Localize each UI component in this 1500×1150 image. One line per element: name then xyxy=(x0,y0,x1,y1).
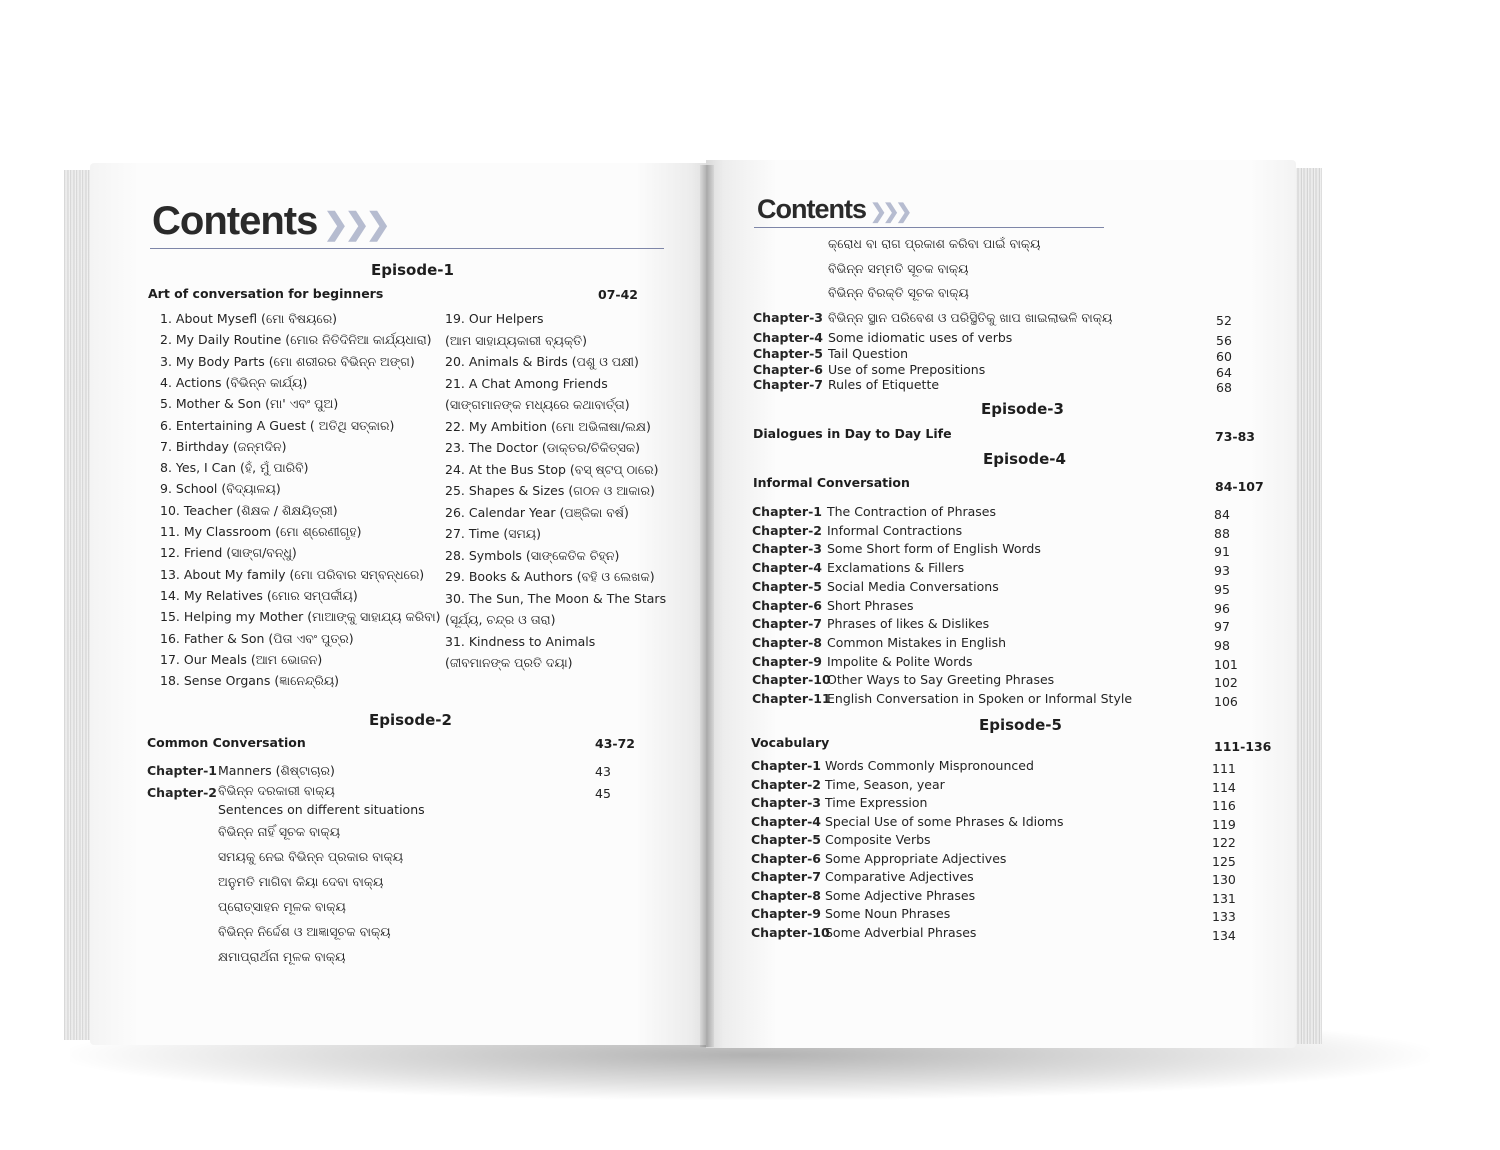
right-page xyxy=(706,160,1296,1048)
toc-item: (ସାଙ୍ଗମାନଙ୍କ ମଧ୍ୟରେ କଥାବାର୍ତ୍ତା) xyxy=(445,397,630,412)
toc-item: 2. My Daily Routine (ମୋର ନିତିଦିନିଆ କାର୍ଯ୍ୟଧାରା) xyxy=(160,332,432,348)
chapter-page: 116 xyxy=(1212,798,1236,813)
ep2-chapter2-label: Chapter-2 xyxy=(147,785,217,800)
toc-item: 19. Our Helpers xyxy=(445,311,544,326)
chapter-page: 106 xyxy=(1214,694,1238,709)
episode1-range: 07-42 xyxy=(598,287,638,302)
toc-item: 13. About My family (ମୋ ପରିବାର ସମ୍ବନ୍ଧରେ) xyxy=(160,566,425,582)
chapter-page: 52 xyxy=(1216,313,1232,328)
chapter-label: Chapter-2 xyxy=(751,776,821,792)
chapter-title: Some Noun Phrases xyxy=(825,906,951,921)
episode3-range: 73-83 xyxy=(1215,429,1255,444)
toc-item: 11. My Classroom (ମୋ ଶ୍ରେଣୀଗୃହ) xyxy=(160,524,362,539)
toc-item: 24. At the Bus Stop (ବସ୍ ଷ୍ଟପ୍ ଠାରେ) xyxy=(445,461,659,477)
chapter-page: 93 xyxy=(1214,563,1230,579)
chapter-page: 56 xyxy=(1216,333,1232,348)
right-contents-title: Contents ❯❯❯ xyxy=(757,194,909,224)
episode1-heading: Episode-1 xyxy=(371,261,454,279)
chapter-page: 133 xyxy=(1212,909,1236,924)
toc-item: 3. My Body Parts (ମୋ ଶରୀରର ବିଭିନ୍ନ ଅଙ୍ଗ) xyxy=(160,353,415,369)
chapter-page: 111 xyxy=(1212,761,1236,776)
chapter-title: Composite Verbs xyxy=(825,832,931,847)
chapter-title: Some Adjective Phrases xyxy=(825,887,976,903)
right-title-rule xyxy=(754,227,1104,228)
left-page xyxy=(90,163,710,1045)
chapter-page: 60 xyxy=(1216,349,1232,364)
chapter-label: Chapter-9 xyxy=(752,653,822,669)
chapter-title: Special Use of some Phrases & Idioms xyxy=(825,813,1064,829)
episode5-range: 111-136 xyxy=(1214,739,1272,754)
toc-item: 21. A Chat Among Friends xyxy=(445,375,608,391)
toc-item: 10. Teacher (ଶିକ୍ଷକ / ଶିକ୍ଷୟିତ୍ରୀ) xyxy=(160,502,338,518)
toc-item: 16. Father & Son (ପିତା ଏବଂ ପୁତ୍ର) xyxy=(160,630,354,646)
toc-item: 6. Entertaining A Guest ( ଅତିଥି ସତ୍କାର) xyxy=(160,417,395,433)
episode3-heading: Episode-3 xyxy=(981,400,1064,418)
toc-item: 28. Symbols (ସାଙ୍କେତିକ ଚିହ୍ନ) xyxy=(445,547,620,563)
toc-item: 27. Time (ସମୟ) xyxy=(445,526,541,541)
chapter-label: Chapter-3 xyxy=(753,310,823,325)
chevron-icon: ❯❯❯ xyxy=(870,201,909,223)
toc-item: 8. Yes, I Can (ହଁ, ମୁଁ ପାରିବି) xyxy=(160,460,309,476)
chapter-title: Comparative Adjectives xyxy=(825,869,974,884)
chapter-page: 101 xyxy=(1214,656,1238,672)
chapter-label: Chapter-6 xyxy=(752,597,822,613)
chapter-page: 130 xyxy=(1212,872,1236,887)
chapter-label: Chapter-5 xyxy=(753,346,823,361)
toc-item: 31. Kindness to Animals xyxy=(445,633,596,649)
chapter-title: ବିଭିନ୍ନ ସ୍ଥାନ ପରିବେଶ ଓ ପରିସ୍ଥିତିକୁ ଖାପ ଖାଇଲାଭଳି ବାକ୍ୟ xyxy=(828,310,1113,325)
chapter-page: 96 xyxy=(1214,600,1230,616)
chapter-title: Use of some Prepositions xyxy=(828,362,986,377)
ep2-chapter2-page: 45 xyxy=(595,786,611,801)
chapter-title: Tail Question xyxy=(828,346,909,361)
episode5-section: Vocabulary xyxy=(751,735,830,750)
ep2-chapter1-page: 43 xyxy=(595,764,611,779)
chapter-page: 125 xyxy=(1212,853,1236,869)
chapter-label: Chapter-11 xyxy=(752,691,831,706)
chapter-label: Chapter-5 xyxy=(751,832,821,847)
chapter-label: Chapter-4 xyxy=(753,330,823,345)
chapter-title: Other Ways to Say Greeting Phrases xyxy=(827,672,1055,688)
episode2-section: Common Conversation xyxy=(147,735,306,750)
toc-item: 15. Helping my Mother (ମାଆଙ୍କୁ ସାହାଯ୍ୟ କରିବା) xyxy=(160,609,441,625)
chapter-label: Chapter-7 xyxy=(751,869,821,884)
chapter-title: Impolite & Polite Words xyxy=(827,653,973,669)
chapter-label: Chapter-6 xyxy=(753,362,823,377)
ep2-chapter2-title: ବିଭିନ୍ନ ଦରକାରୀ ବାକ୍ୟ xyxy=(218,783,335,798)
toc-subline: କ୍ଷମାପ୍ରାର୍ଥନା ମୂଳକ ବାକ୍ୟ xyxy=(218,949,346,964)
chapter-label: Chapter-8 xyxy=(752,634,822,650)
chapter-label: Chapter-1 xyxy=(752,504,822,519)
toc-subline: ବିଭିନ୍ନ ନିର୍ଦ୍ଦେଶ ଓ ଆଜ୍ଞାସୂଚକ ବାକ୍ୟ xyxy=(218,924,391,939)
toc-item: 30. The Sun, The Moon & The Stars xyxy=(445,590,667,606)
ep2-chapter2-subtitle: Sentences on different situations xyxy=(218,802,425,817)
toc-item: 14. My Relatives (ମୋର ସମ୍ପର୍କୀୟ) xyxy=(160,587,358,603)
toc-item: (ସୂର୍ଯ୍ୟ, ଚନ୍ଦ୍ର ଓ ତାରା) xyxy=(445,612,556,627)
toc-item: 5. Mother & Son (ମା' ଏବଂ ପୁଅ) xyxy=(160,396,339,412)
toc-item: 18. Sense Organs (ଜ୍ଞାନେନ୍ଦ୍ରିୟ) xyxy=(160,673,340,689)
toc-item: 26. Calendar Year (ପଞ୍ଜିକା ବର୍ଷ) xyxy=(445,504,629,520)
chapter-label: Chapter-3 xyxy=(751,795,821,810)
chapter-page: 91 xyxy=(1214,544,1230,560)
toc-subline: ଅନୁମତି ମାଗିବା କିୟା ଦେବା ବାକ୍ୟ xyxy=(218,874,384,889)
toc-subline: ବିଭିନ୍ନ ବିରକ୍ତି ସୂଚକ ବାକ୍ୟ xyxy=(828,285,969,300)
chapter-title: Exclamations & Fillers xyxy=(827,560,965,576)
toc-item: 9. School (ବିଦ୍ୟାଳୟ) xyxy=(160,481,281,497)
toc-item: 17. Our Meals (ଆମ ଭୋଜନ) xyxy=(160,651,323,667)
chapter-label: Chapter-6 xyxy=(751,850,821,866)
chapter-label: Chapter-7 xyxy=(753,377,823,392)
chapter-page: 102 xyxy=(1214,675,1238,691)
chapter-label: Chapter-2 xyxy=(752,522,822,538)
toc-item: 23. The Doctor (ଡାକ୍ତର/ଚିକିତ୍ସକ) xyxy=(445,440,641,455)
book-gutter xyxy=(700,165,714,1047)
episode5-heading: Episode-5 xyxy=(979,716,1062,734)
chapter-page: 88 xyxy=(1214,525,1230,541)
chapter-title: Some idiomatic uses of verbs xyxy=(828,330,1013,345)
chapter-page: 134 xyxy=(1212,927,1236,943)
chapter-label: Chapter-8 xyxy=(751,887,821,903)
chapter-label: Chapter-3 xyxy=(752,541,822,557)
chapter-title: Time, Season, year xyxy=(825,776,945,792)
toc-item: (ଜୀବମାନଙ୍କ ପ୍ରତି ଦୟା) xyxy=(445,655,573,670)
toc-item: (ଆମ ସାହାଯ୍ୟକାରୀ ବ୍ୟକ୍ତି) xyxy=(445,332,587,348)
chevron-icon: ❯❯❯ xyxy=(323,208,387,241)
episode1-section: Art of conversation for beginners xyxy=(148,286,384,301)
chapter-page: 95 xyxy=(1214,581,1230,597)
chapter-page: 84 xyxy=(1214,507,1230,522)
chapter-label: Chapter-9 xyxy=(751,906,821,921)
chapter-title: Informal Contractions xyxy=(827,522,963,538)
chapter-page: 131 xyxy=(1212,890,1236,906)
chapter-label: Chapter-1 xyxy=(751,758,821,773)
chapter-title: Rules of Etiquette xyxy=(828,377,940,392)
chapter-title: The Contraction of Phrases xyxy=(827,504,997,519)
chapter-title: English Conversation in Spoken or Informal Style xyxy=(827,691,1133,706)
chapter-label: Chapter-4 xyxy=(752,560,822,576)
chapter-title: Phrases of likes & Dislikes xyxy=(827,616,990,632)
episode3-section: Dialogues in Day to Day Life xyxy=(753,426,952,441)
chapter-page: 68 xyxy=(1216,380,1232,395)
chapter-label: Chapter-10 xyxy=(752,672,831,688)
toc-item: 29. Books & Authors (ବହି ଓ ଲେଖକ) xyxy=(445,569,655,584)
chapter-title: Some Appropriate Adjectives xyxy=(825,850,1007,866)
toc-subline: ବିଭିନ୍ନ ନାହିଁ ସୂଚକ ବାକ୍ୟ xyxy=(218,824,341,839)
toc-item: 7. Birthday (ଜନ୍ମଦିନ) xyxy=(160,438,287,454)
chapter-label: Chapter-5 xyxy=(752,578,822,594)
toc-item: 1. About Mysefl (ମୋ ବିଷୟରେ) xyxy=(160,311,338,326)
toc-subline: ସମୟକୁ ନେଇ ବିଭିନ୍ନ ପ୍ରକାର ବାକ୍ୟ xyxy=(218,849,404,864)
chapter-label: Chapter-7 xyxy=(752,616,822,632)
episode4-heading: Episode-4 xyxy=(983,450,1066,468)
chapter-label: Chapter-4 xyxy=(751,813,821,829)
episode2-range: 43-72 xyxy=(595,736,635,751)
episode4-range: 84-107 xyxy=(1215,479,1264,494)
chapter-title: Common Mistakes in English xyxy=(827,634,1007,650)
chapter-page: 122 xyxy=(1212,835,1236,850)
toc-subline: କ୍ରୋଧ ବା ରାଗ ପ୍ରକାଶ କରିବା ପାଇଁ ବାକ୍ୟ xyxy=(828,236,1041,251)
toc-subline: ପ୍ରୋତ୍ସାହନ ମୂଳକ ବାକ୍ୟ xyxy=(218,899,346,914)
toc-item: 25. Shapes & Sizes (ଗଠନ ଓ ଆକାର) xyxy=(445,483,655,498)
chapter-label: Chapter-10 xyxy=(751,924,830,940)
chapter-title: Words Commonly Mispronounced xyxy=(825,758,1034,773)
chapter-title: Some Short form of English Words xyxy=(827,541,1041,557)
left-title-rule xyxy=(150,248,664,249)
toc-item: 22. My Ambition (ମୋ ଅଭିଳାଷା/ଲକ୍ଷ) xyxy=(445,418,651,434)
left-contents-title: Contents ❯❯❯ xyxy=(152,199,387,243)
chapter-page: 98 xyxy=(1214,637,1230,653)
ep2-chapter1-label: Chapter-1 xyxy=(147,763,217,778)
chapter-page: 119 xyxy=(1212,816,1236,832)
toc-subline: ବିଭିନ୍ନ ସମ୍ମତି ସୂଚକ ବାକ୍ୟ xyxy=(828,260,969,276)
episode4-section: Informal Conversation xyxy=(753,475,910,490)
toc-item: 4. Actions (ବିଭିନ୍ନ କାର୍ଯ୍ୟ) xyxy=(160,374,308,390)
chapter-page: 114 xyxy=(1212,779,1236,795)
episode2-heading: Episode-2 xyxy=(369,711,452,729)
ep2-chapter1-title: Manners (ଶିଷ୍ଟାଚାର) xyxy=(218,763,335,778)
chapter-title: Some Adverbial Phrases xyxy=(825,924,977,940)
toc-item: 20. Animals & Birds (ପଶୁ ଓ ପକ୍ଷୀ) xyxy=(445,354,639,369)
chapter-title: Social Media Conversations xyxy=(827,578,999,594)
toc-item: 12. Friend (ସାଙ୍ଗ/ବନ୍ଧୁ) xyxy=(160,545,297,561)
chapter-page: 97 xyxy=(1214,619,1230,635)
chapter-page: 64 xyxy=(1216,365,1232,380)
chapter-title: Time Expression xyxy=(825,795,928,810)
chapter-title: Short Phrases xyxy=(827,597,914,613)
